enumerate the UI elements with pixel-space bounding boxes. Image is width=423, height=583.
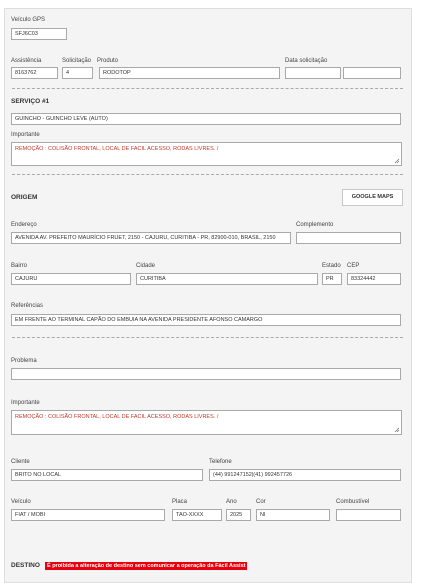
- cep-label: CEP: [347, 263, 360, 269]
- cep-field[interactable]: 83324442: [347, 273, 401, 285]
- resize-grip-icon[interactable]: [394, 158, 400, 164]
- servico-importante-text: REMOÇÃO : COLISÃO FRONTAL, LOCAL DE FACIL ACESSO, RODAS LIVRES. /: [15, 146, 219, 152]
- telefone-label: Telefone: [209, 459, 232, 465]
- bairro-label: Bairro: [11, 263, 28, 269]
- bairro-field[interactable]: CAJURU: [11, 273, 131, 285]
- destino-title: DESTINO: [11, 562, 40, 569]
- veiculo-gps-field[interactable]: SFJ6C03: [11, 28, 67, 40]
- data-solicitacao-time-field[interactable]: [343, 67, 401, 79]
- cor-label: Cor: [256, 499, 266, 505]
- cidade-field[interactable]: CURITIBA: [136, 273, 318, 285]
- servico-title: SERVIÇO #1: [11, 98, 50, 105]
- placa-label: Placa: [172, 499, 188, 505]
- google-maps-button[interactable]: GOOGLE MAPS: [342, 189, 403, 206]
- complemento-field[interactable]: [296, 232, 401, 244]
- referencias-field[interactable]: EM FRENTE AO TERMINAL CAPÃO DO EMBUIA NA AVENIDA PRESIDENTE AFONSO CAMARGO: [11, 314, 401, 326]
- data-solicitacao-label: Data solicitação: [285, 58, 328, 64]
- cliente-field[interactable]: BRITO NO LOCAL: [11, 469, 203, 481]
- cliente-label: Cliente: [11, 459, 30, 465]
- service-form-panel: [4, 8, 412, 583]
- destino-warning-badge: É proibida a alteração de destino sem comunicar a operação da Fácil Assist: [47, 563, 246, 569]
- produto-field[interactable]: RODOTOP: [99, 67, 280, 79]
- cidade-label: Cidade: [136, 263, 156, 269]
- cor-field[interactable]: NI: [256, 509, 330, 521]
- endereco-field[interactable]: AVENIDA AV. PREFEITO MAURÍCIO FRUET, 2150 - CAJURU, CURITIBA - PR, 82900-010, BRASIL, 2150: [11, 232, 291, 244]
- veiculo-gps-label: Veículo GPS: [11, 17, 46, 23]
- estado-field[interactable]: PR: [322, 273, 342, 285]
- complemento-label: Complemento: [296, 222, 334, 228]
- divider: [12, 174, 403, 175]
- solicitacao-label: Solicitação: [62, 58, 92, 64]
- produto-label: Produto: [97, 58, 119, 64]
- servico-tipo-field[interactable]: GUINCHO - GUINCHO LEVE (AUTO): [11, 113, 401, 125]
- veiculo-field[interactable]: FIAT / MOBI: [11, 509, 165, 521]
- referencias-label: Referências: [11, 303, 44, 309]
- assistencia-field[interactable]: 8163762: [11, 67, 58, 79]
- servico-importante-textarea[interactable]: [11, 142, 402, 166]
- problema-label: Problema: [11, 358, 37, 364]
- data-solicitacao-date-field[interactable]: [285, 67, 341, 79]
- servico-importante-label: Importante: [11, 132, 40, 138]
- veiculo-label: Veículo: [11, 499, 31, 505]
- endereco-label: Endereço: [11, 222, 37, 228]
- assistencia-label: Assistência: [11, 58, 42, 64]
- divider: [12, 337, 403, 338]
- importante-textarea[interactable]: [11, 410, 402, 435]
- problema-field[interactable]: [11, 368, 401, 380]
- telefone-field[interactable]: (44) 991247152|(41) 992457726: [209, 469, 401, 481]
- importante-text: REMOÇÃO : COLISÃO FRONTAL, LOCAL DE FACIL ACESSO, RODAS LIVRES. /: [15, 414, 219, 420]
- ano-label: Ano: [226, 499, 237, 505]
- combustivel-label: Combustível: [336, 499, 370, 505]
- estado-label: Estado: [322, 263, 341, 269]
- resize-grip-icon[interactable]: [394, 427, 400, 433]
- solicitacao-field[interactable]: 4: [62, 67, 93, 79]
- placa-field[interactable]: TAO-XXXX: [172, 509, 222, 521]
- importante-label: Importante: [11, 400, 40, 406]
- combustivel-field[interactable]: [336, 509, 401, 521]
- divider: [12, 88, 403, 89]
- origem-title: ORIGEM: [11, 194, 38, 201]
- ano-field[interactable]: 2025: [226, 509, 251, 521]
